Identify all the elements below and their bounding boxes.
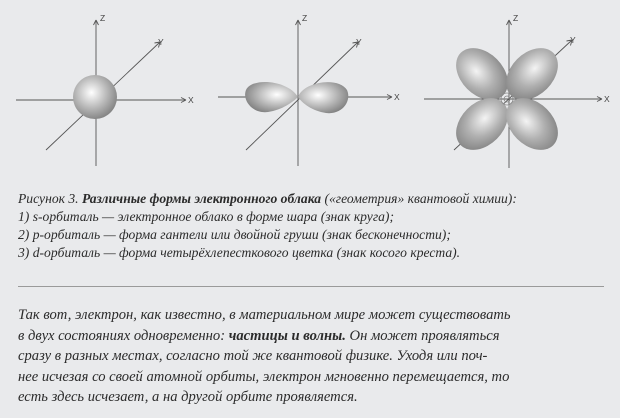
- p-orbital-right-lobe: [298, 82, 348, 113]
- z-axis-label: Z: [100, 13, 106, 23]
- x-axis-label: X: [394, 92, 400, 102]
- caption-suffix: («геометрия» квантовой химии):: [321, 191, 517, 206]
- body-line: сразу в разных местах, согласно той же квантовой физике. Уходя или поч-: [18, 348, 488, 364]
- body-text-span: в двух состояниях одновременно:: [18, 327, 229, 344]
- body-line: есть здесь исчезает, а на другой орбите проявляется.: [18, 389, 358, 405]
- z-axis-label: Z: [513, 13, 519, 23]
- figure-caption: [18, 190, 608, 262]
- x-axis-label: X: [188, 95, 194, 105]
- body-text-span: Он может проявляться: [345, 327, 500, 344]
- caption-title: Различные формы электронного облака: [81, 191, 322, 206]
- caption-item-d: 3) d-орбиталь — форма четырёхлепесткового цветка (знак косого креста).: [18, 245, 461, 260]
- body-line: нее исчезая со своей атомной орбиты, электрон мгновенно перемещается, то: [18, 368, 510, 385]
- x-axis-label: X: [604, 94, 610, 104]
- caption-item-p: 2) p-орбиталь — форма гантели или двойной груши (знак бесконечности);: [18, 227, 451, 242]
- s-orbital-sphere: [73, 75, 117, 119]
- p-orbital-panel: [218, 13, 400, 166]
- divider: [18, 286, 604, 287]
- body-paragraph: [18, 305, 610, 408]
- orbital-shapes-figure: [0, 0, 620, 178]
- y-axis-label: Y: [570, 35, 576, 45]
- caption-prefix: Рисунок 3.: [18, 191, 82, 206]
- s-orbital-panel: [16, 13, 194, 166]
- z-axis-label: Z: [302, 13, 308, 23]
- body-line: [18, 326, 610, 347]
- caption-title-line: [18, 190, 608, 208]
- caption-item-s: 1) s-орбиталь — электронное облако в форме шара (знак круга);: [18, 209, 394, 224]
- body-bold-span: частицы и волны.: [228, 327, 346, 344]
- d-orbital-panel: [424, 13, 610, 168]
- body-line: Так вот, электрон, как известно, в материальном мире может существовать: [18, 307, 511, 323]
- y-axis-label: Y: [158, 37, 164, 47]
- y-axis-label: Y: [356, 37, 362, 47]
